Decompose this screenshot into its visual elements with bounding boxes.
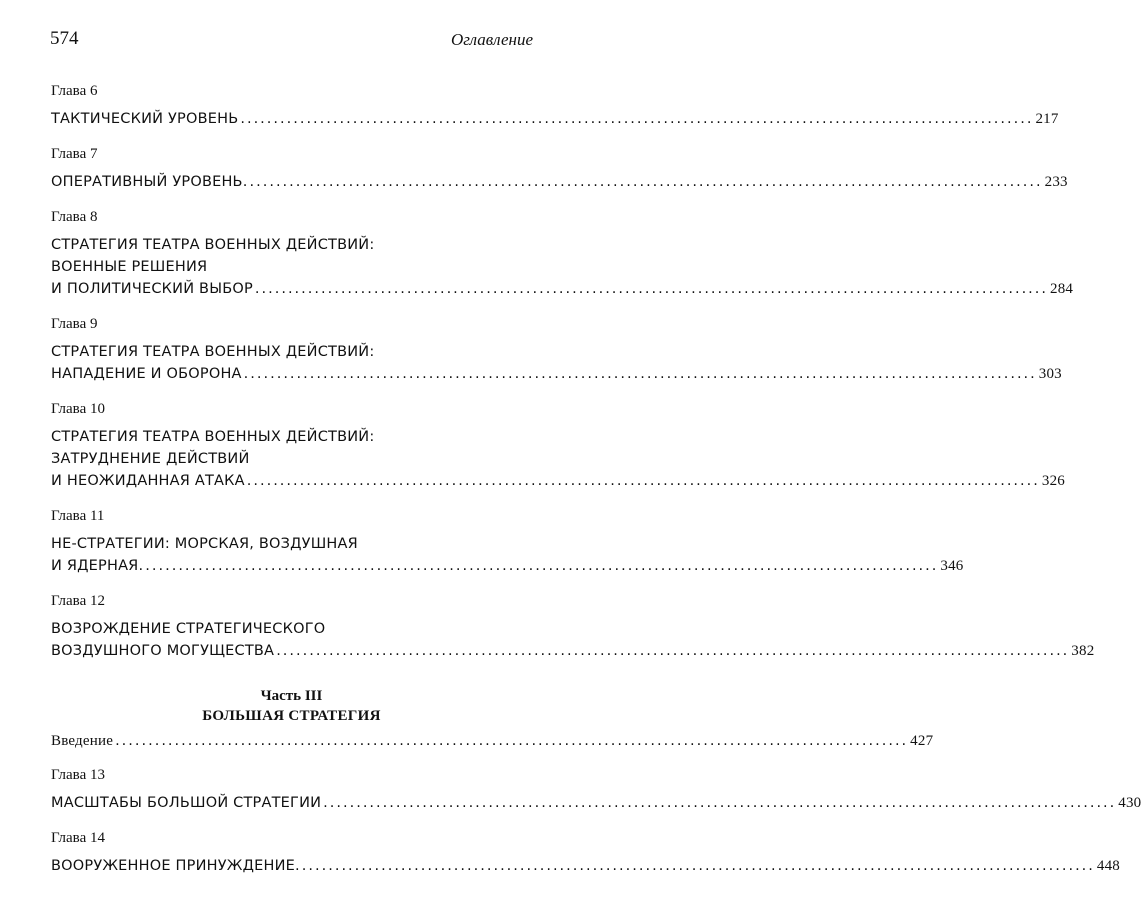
- page-ref: 430: [1118, 795, 1141, 811]
- chapter-title-line: НЕ-СТРАТЕГИИ: МОРСКАЯ, ВОЗДУШНАЯ: [51, 536, 358, 552]
- leader-dots: ........................................................................................................................: [246, 473, 1040, 489]
- chapter-label: Глава 10: [51, 401, 105, 417]
- chapter-title-line: СТРАТЕГИЯ ТЕАТРА ВОЕННЫХ ДЕЙСТВИЙ:: [51, 237, 375, 253]
- chapter-label: Глава 13: [51, 767, 105, 783]
- leader-dots: ........................................................................................................................: [254, 281, 1049, 297]
- toc-entry[interactable]: [51, 315, 1062, 385]
- page-number: 574: [50, 28, 79, 49]
- page-ref: 448: [1096, 858, 1121, 874]
- chapter-title-line: ВОЗРОЖДЕНИЕ СТРАТЕГИЧЕСКОГО: [51, 621, 326, 637]
- chapter-title-last-line: [51, 108, 1059, 130]
- toc-entry[interactable]: [51, 829, 1121, 877]
- chapter-title-text: ВООРУЖЕННОЕ ПРИНУЖДЕНИЕ.: [51, 858, 300, 874]
- leader-dots: ........................................................................................................................: [276, 643, 1070, 659]
- chapter-title-text: МАСШТАБЫ БОЛЬШОЙ СТРАТЕГИИ: [51, 795, 322, 811]
- leader-dots: ........................................................................................................................: [323, 795, 1117, 811]
- chapter-title-line: ЗАТРУДНЕНИЕ ДЕЙСТВИЙ: [51, 451, 250, 467]
- chapter-title-line: СТРАТЕГИЯ ТЕАТРА ВОЕННЫХ ДЕЙСТВИЙ:: [51, 429, 375, 445]
- leader-dots: ........................................................................................................................: [240, 111, 1034, 127]
- chapter-label: Глава 11: [51, 508, 105, 524]
- toc-entry[interactable]: [51, 592, 1095, 662]
- chapter-title-last-line: [51, 855, 1121, 877]
- leader-dots: ........................................................................................................................: [115, 733, 909, 749]
- chapter-title-text: И НЕОЖИДАННАЯ АТАКА: [51, 473, 245, 489]
- toc-entry[interactable]: [51, 82, 1059, 130]
- chapter-title-line: СТРАТЕГИЯ ТЕАТРА ВОЕННЫХ ДЕЙСТВИЙ:: [51, 344, 375, 360]
- table-of-contents: [51, 82, 1141, 892]
- toc-entry[interactable]: [51, 208, 1074, 300]
- chapter-label: Глава 9: [51, 316, 98, 332]
- chapter-title-text: НАПАДЕНИЕ И ОБОРОНА: [51, 366, 242, 382]
- chapter-title-text: И ПОЛИТИЧЕСКИЙ ВЫБОР: [51, 281, 253, 297]
- chapter-title-text: И ЯДЕРНАЯ.: [51, 558, 144, 574]
- toc-chapters-part-2: [51, 82, 1095, 662]
- chapter-label: Глава 12: [51, 593, 105, 609]
- chapter-label: Глава 6: [51, 83, 98, 99]
- running-header-title: Оглавление: [450, 30, 533, 49]
- page-ref: 326: [1041, 473, 1065, 489]
- chapter-label: Глава 7: [51, 146, 98, 162]
- part-heading: [51, 686, 532, 726]
- page-ref: 233: [1044, 174, 1068, 190]
- chapter-title-last-line: [51, 278, 1074, 300]
- chapter-title-text: ОПЕРАТИВНЫЙ УРОВЕНЬ.: [51, 174, 248, 190]
- chapter-title-last-line: [51, 555, 964, 577]
- toc-entry[interactable]: [51, 507, 964, 577]
- leader-dots: ........................................................................................................................: [249, 174, 1043, 190]
- page-ref: 303: [1038, 366, 1062, 382]
- chapter-title-last-line: [51, 171, 1068, 193]
- intro-label: Введение: [51, 733, 114, 749]
- chapter-title-last-line: [51, 792, 1141, 814]
- page-ref: 346: [940, 558, 964, 574]
- page-ref: 382: [1071, 643, 1095, 659]
- toc-intro-entry[interactable]: [51, 730, 934, 752]
- chapter-title-text: ВОЗДУШНОГО МОГУЩЕСТВА: [51, 643, 275, 659]
- part-number: Часть III: [260, 688, 323, 704]
- leader-dots: ........................................................................................................................: [243, 366, 1037, 382]
- page-ref: 284: [1050, 281, 1074, 297]
- toc-entry[interactable]: [51, 400, 1065, 492]
- leader-dots: ........................................................................................................................: [145, 558, 939, 574]
- toc-chapters-part-3: [51, 766, 1141, 877]
- page-ref: 217: [1035, 111, 1059, 127]
- toc-entry[interactable]: [51, 145, 1068, 193]
- chapter-label: Глава 14: [51, 830, 105, 846]
- chapter-title-last-line: [51, 640, 1095, 662]
- part-title: БОЛЬШАЯ СТРАТЕГИЯ: [202, 708, 381, 724]
- chapter-label: Глава 8: [51, 209, 98, 225]
- leader-dots: ........................................................................................................................: [301, 858, 1095, 874]
- toc-entry[interactable]: [51, 766, 1141, 814]
- intro-page-number: 427: [910, 733, 934, 749]
- chapter-title-line: ВОЕННЫЕ РЕШЕНИЯ: [51, 259, 208, 275]
- chapter-title-text: ТАКТИЧЕСКИЙ УРОВЕНЬ: [51, 111, 239, 127]
- chapter-title-last-line: [51, 470, 1065, 492]
- chapter-title-last-line: [51, 363, 1062, 385]
